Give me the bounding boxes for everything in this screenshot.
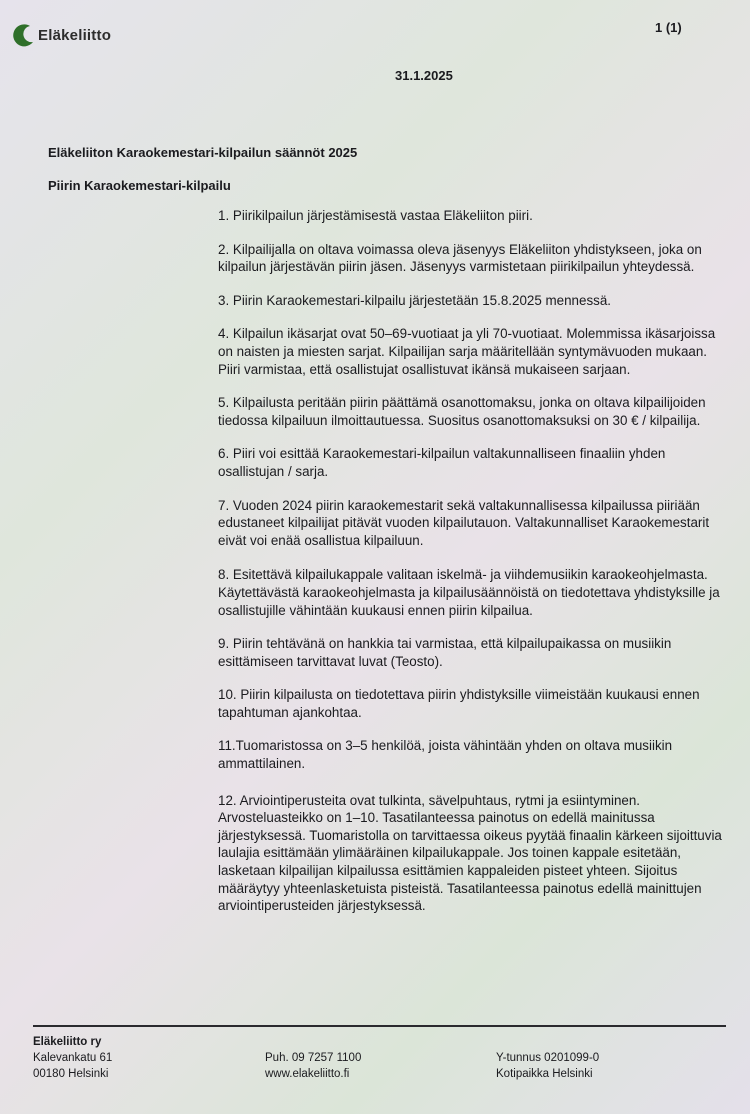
- rule-item: 1. Piirikilpailun järjestämisestä vastaa Eläkeliiton piiri.: [218, 208, 533, 223]
- rule-item: 7. Vuoden 2024 piirin karaokemestarit sekä valtakunnallisessa kilpailussa piiriään edustaneet kilpailijat pitävät vuoden kilpailutauon. Valtakunnalliset Karaokemestarit eivät voi enää osallistua kilpailuun.: [218, 497, 710, 548]
- document-date: 31.1.2025: [395, 68, 453, 83]
- rule-item: 11.Tuomaristossa on 3–5 henkilöä, joista vähintään yhden on oltava musiikin ammattilainen.: [218, 738, 673, 772]
- footer-address: [33, 1034, 112, 1082]
- rule-item: 9. Piirin tehtävänä on hankkia tai varmistaa, että kilpailupaikassa on musiikin esittämiseen tarvittavat luvat (Teosto).: [218, 636, 672, 669]
- logo-text: Eläkeliitto: [38, 26, 112, 44]
- footer-contact: [265, 1050, 361, 1082]
- footer-divider: [33, 1025, 726, 1027]
- logo: [10, 22, 111, 48]
- website-link[interactable]: www.elakeliitto.fi: [265, 1068, 350, 1080]
- rule-item: 12. Arviointiperusteita ovat tulkinta, sävelpuhtaus, rytmi ja esiintyminen. Arvosteluasteikko on 1–10. Tasatilanteessa painotus on edellä mainitussa järjestyksessä. Tuomaristolla on tarvittaessa oikeus pyytää finaalin kärkeen sijoittuvia laulajia esittämään ylimääräinen kilpailukappale. Jos toinen kappale esitetään, lasketaan kilpailijan kilpailussa esittämien kappaleiden pisteet yhteen. Sijoitus määräytyy yhteenlasketuista pisteistä. Tasatilanteessa painotus edellä mainittujen arviointiperusteiden järjestyksessä.: [218, 792, 722, 914]
- rule-item: 8. Esitettävä kilpailukappale valitaan iskelmä- ja viihdemusiikin karaokeohjelmasta. Käytettävästä karaokeohjelmasta ja kilpailusäännöistä on tiedotettava yhdistyksille ja osallistujille vähintään kuukausi ennen piirin kilpailua.: [218, 567, 720, 618]
- postal-address: 00180 Helsinki: [33, 1068, 109, 1080]
- rule-item: 2. Kilpailijalla on oltava voimassa oleva jäsenyys Eläkeliiton yhdistykseen, joka on kilpailun järjestävän piirin jäsen. Jäsenyys varmistetaan piirikilpailun yhteydessä.: [218, 241, 702, 275]
- rule-item: 5. Kilpailusta peritään piirin päättämä osanottomaksu, jonka on oltava kilpailijoiden tiedossa kilpailuun ilmoittautuessa. Suositus osanottomaksuksi on 30 € / kilpailija.: [218, 395, 706, 428]
- rule-item: 3. Piirin Karaokemestari-kilpailu järjestetään 15.8.2025 mennessä.: [218, 292, 612, 308]
- document-title: Eläkeliiton Karaokemestari-kilpailun säännöt 2025: [48, 145, 358, 160]
- page-number: 1 (1): [655, 20, 682, 35]
- rule-item: 10. Piirin kilpailusta on tiedotettava piirin yhdistyksille viimeistään kuukausi ennen tapahtuman ajankohtaa.: [218, 687, 700, 720]
- business-id: Y-tunnus 0201099-0: [496, 1052, 600, 1064]
- domicile: Kotipaikka Helsinki: [496, 1068, 593, 1080]
- footer-registration: [496, 1050, 599, 1082]
- crescent-logo-icon: [10, 22, 36, 48]
- street-address: Kalevankatu 61: [33, 1052, 113, 1064]
- rules-list: [218, 207, 728, 915]
- phone-number: Puh. 09 7257 1100: [265, 1052, 362, 1064]
- document-subtitle: Piirin Karaokemestari-kilpailu: [48, 178, 231, 193]
- rule-item: 4. Kilpailun ikäsarjat ovat 50–69-vuotiaat ja yli 70-vuotiaat. Molemmissa ikäsarjoissa on naisten ja miesten sarjat. Kilpailijan sarja määritellään syntymävuoden mukaan. Piiri varmistaa, että osallistujat osallistuvat ikänsä mukaiseen sarjaan.: [218, 326, 716, 377]
- org-name: Eläkeliitto ry: [33, 1036, 102, 1048]
- rule-item: 6. Piiri voi esittää Karaokemestari-kilpailun valtakunnalliseen finaaliin yhden osallistujan / sarja.: [218, 446, 666, 479]
